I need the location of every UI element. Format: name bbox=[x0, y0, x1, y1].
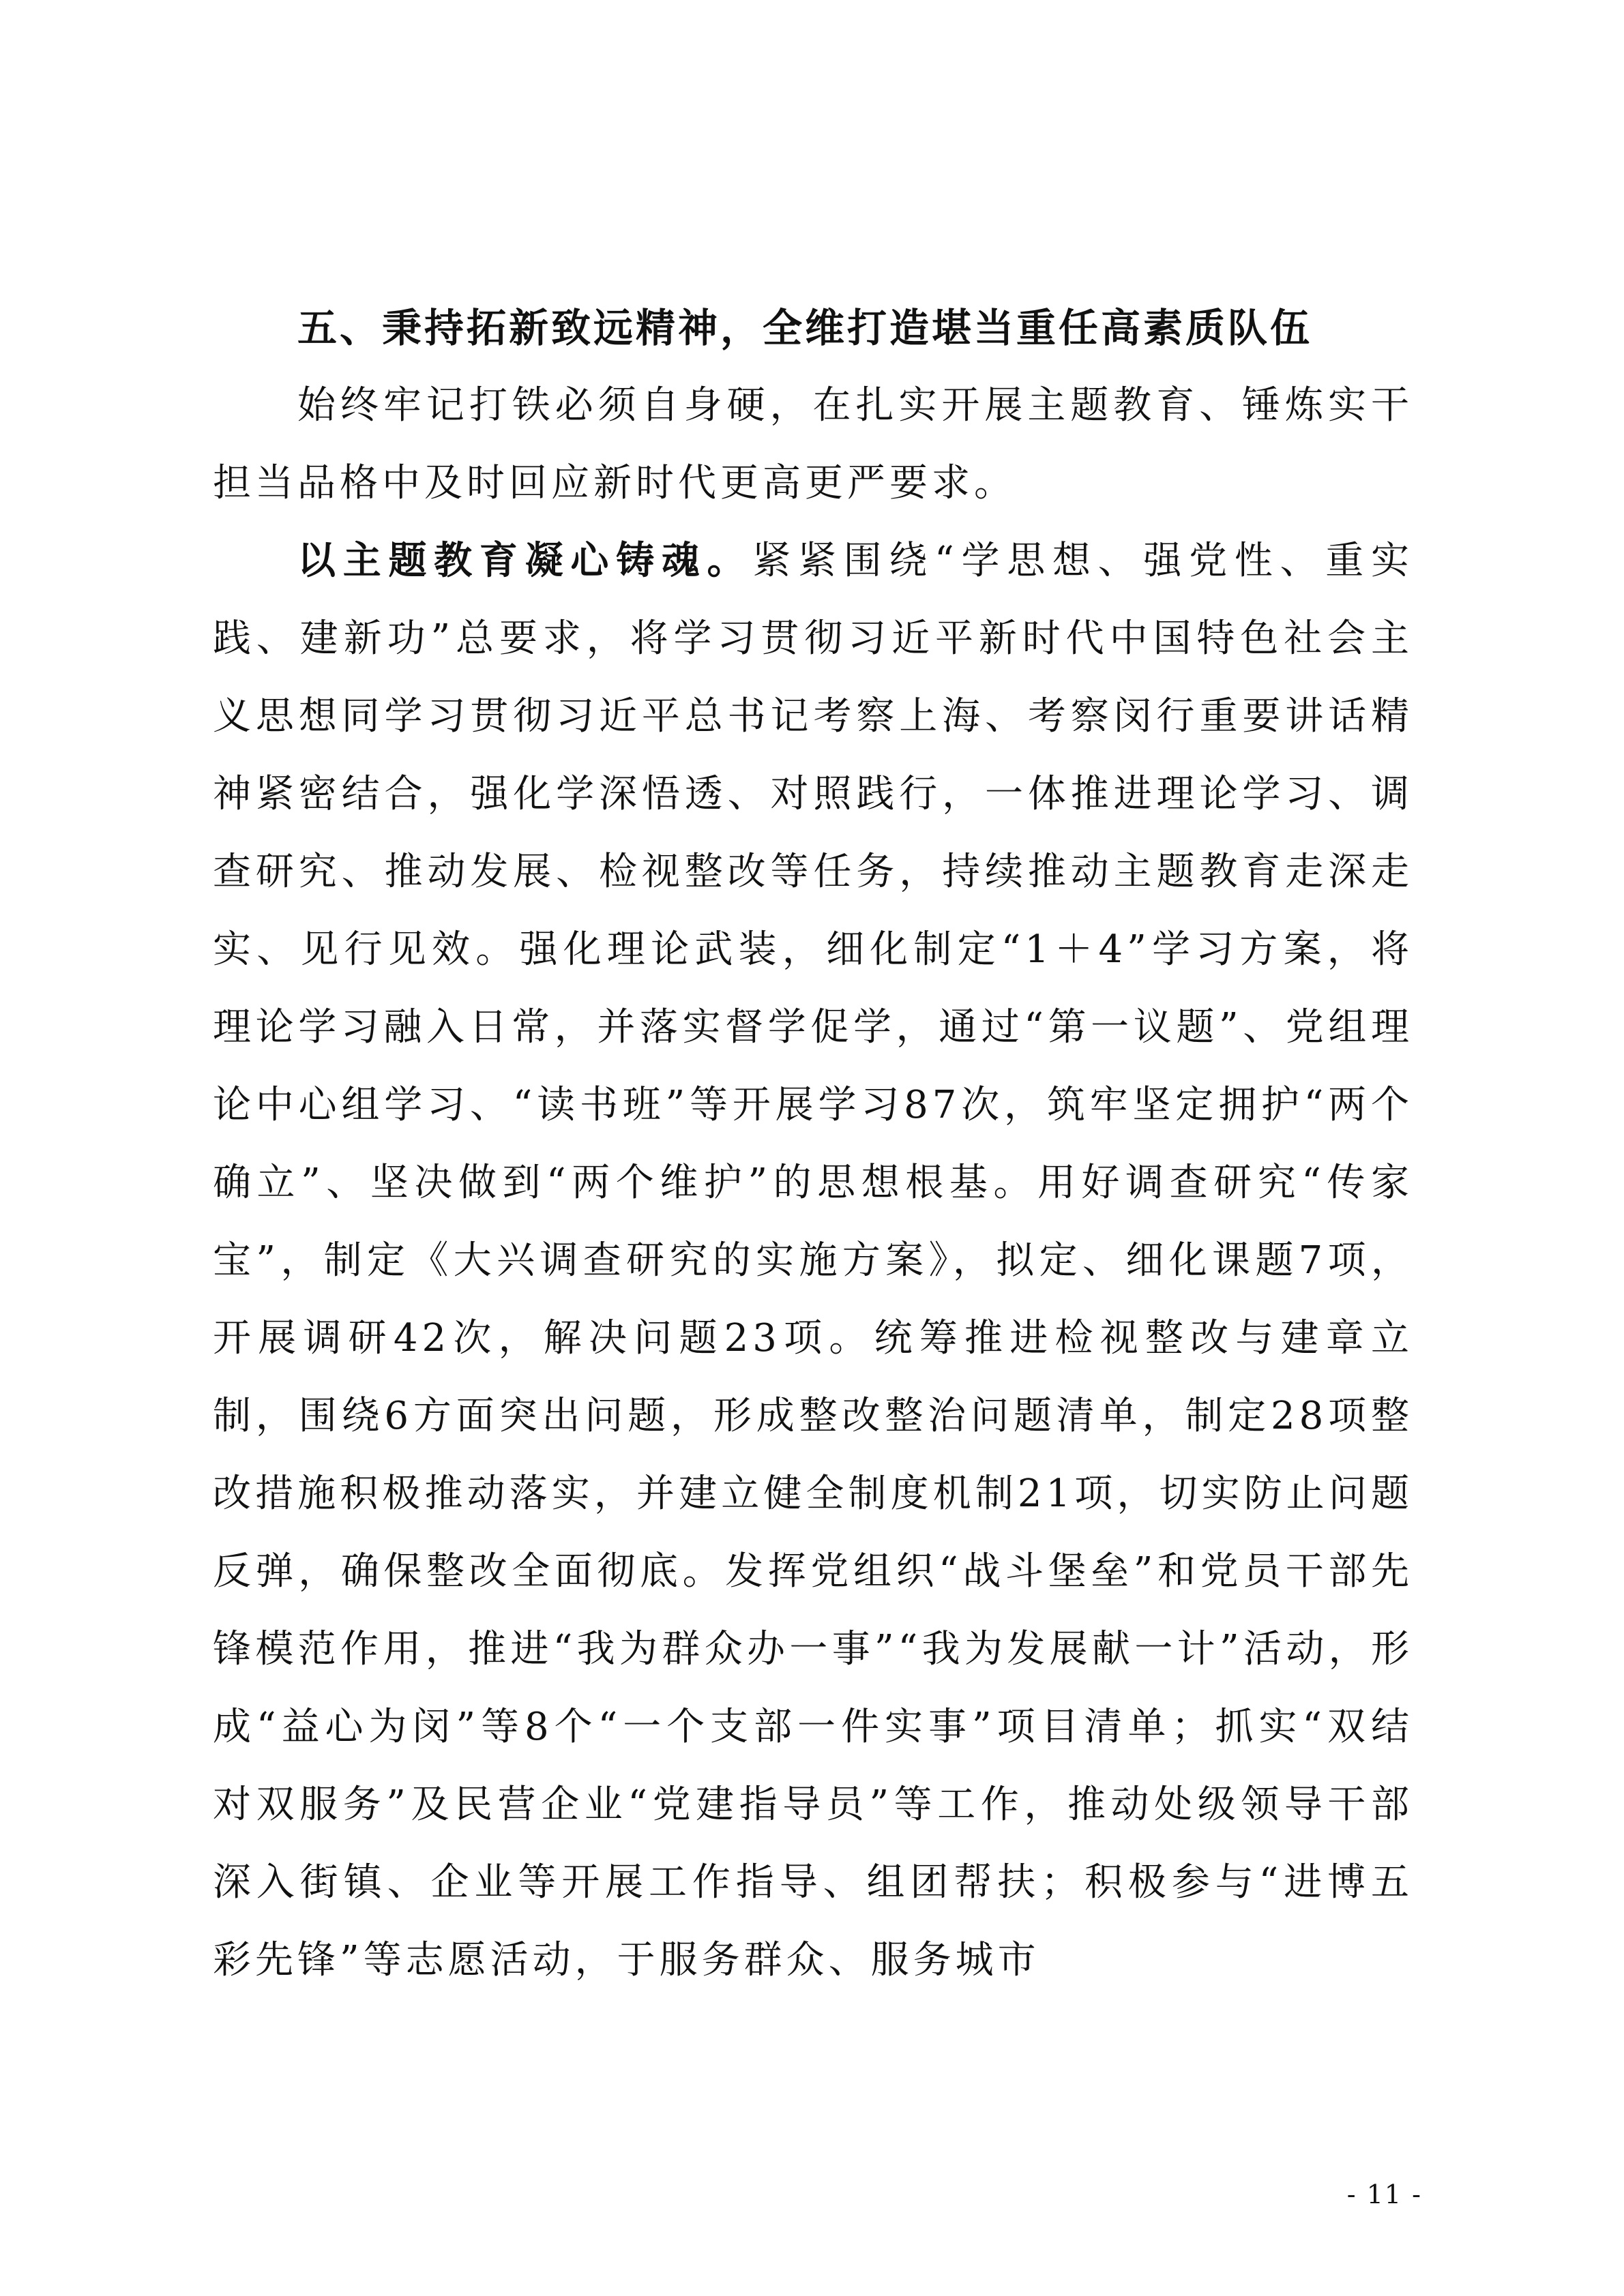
page-number: - 11 - bbox=[1346, 2179, 1422, 2209]
intro-paragraph: 始终牢记打铁必须自身硬，在扎实开展主题教育、锤炼实干担当品格中及时回应新时代更高更严要求。 bbox=[213, 383, 1413, 505]
paragraph-body-text: 紧紧围绕“学思想、强党性、重实践、建新功”总要求，将学习贯彻习近平新时代中国特色社会主义思想同学习贯彻习近平总书记考察上海、考察闵行重要讲话精神紧密结合，强化学深悟透、对照践行，一体推进理论学习、调查研究、推动发展、检视整改等任务，持续推动主题教育走深走实、见行见效。强化理论武装，细化制定“1＋4”学习方案，将理论学习融入日常，并落实督学促学，通过“第一议题”、党组理论中心组学习、“读书班”等开展学习87次，筑牢坚定拥护“两个确立”、坚决做到“两个维护”的思想根基。用好调查研究“传家宝”，制定《大兴调查研究的实施方案》，拟定、细化课题7项，开展调研42次，解决问题23项。统筹推进检视整改与建章立制，围绕6方面突出问题，形成整改整治问题清单，制定28项整改措施积极推动落实，并建立健全制度机制21项，切实防止问题反弹，确保整改全面彻底。发挥党组织“战斗堡垒”和党员干部先锋模范作用，推进“我为群众办一事”“我为发展献一计”活动，形成“益心为闵”等8个“一个支部一件实事”项目清单；抓实“双结对双服务”及民营企业“党建指导员”等工作，推动处级领导干部深入街镇、企业等开展工作指导、组团帮扶；积极参与“进博五彩先锋”等志愿活动，于服务群众、服务城市 bbox=[213, 539, 1413, 1982]
paragraph-lead-phrase: 以主题教育凝心铸魂。 bbox=[297, 539, 753, 583]
theme-education-paragraph bbox=[213, 522, 1413, 1999]
document-body bbox=[213, 289, 1413, 1999]
section-heading: 五、秉持拓新致远精神，全维打造堪当重任高素质队伍 bbox=[297, 305, 1313, 351]
